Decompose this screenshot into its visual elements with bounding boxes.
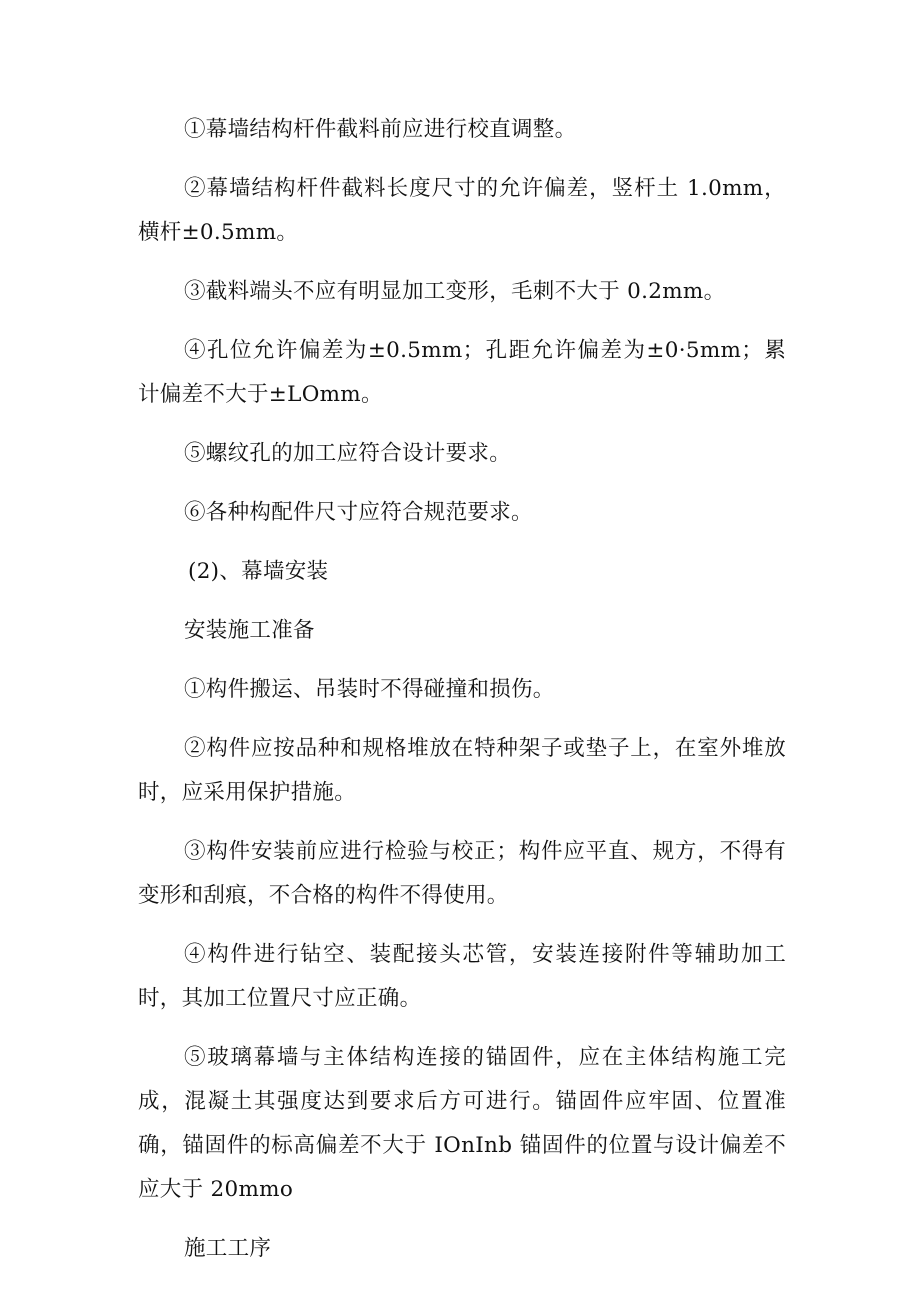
paragraph-5: ⑤螺纹孔的加工应符合设计要求。 xyxy=(184,441,512,466)
paragraph-6: ⑥各种构配件尺寸应符合规范要求。 xyxy=(184,500,533,525)
paragraph-11: ⑤玻璃幕墙与主体结构连接的锚固件，应在主体结构施工完成，混凝土其强度达到要求后方可进行。锚固件应牢固、位置准确，锚固件的标高偏差不大于 IOnInb 锚固件的位置与设计偏差不应大于 20mmo xyxy=(138,1045,786,1202)
paragraph-7: ①构件搬运、吊装时不得碰撞和损伤。 xyxy=(184,677,555,702)
paragraph-10: ④构件进行钻空、装配接头芯管，安装连接附件等辅助加工时，其加工位置尺寸应正确。 xyxy=(138,942,786,1011)
paragraph-4: ④孔位允许偏差为±0.5mm；孔距允许偏差为±0·5mm；累计偏差不大于±LOmm。 xyxy=(138,338,786,407)
paragraph-3: ③截料端头不应有明显加工变形，毛刺不大于 0.2mm。 xyxy=(184,279,726,304)
paragraph-2: ②幕墙结构杆件截料长度尺寸的允许偏差，竖杆土 1.0mm，横杆±0.5mm。 xyxy=(138,176,786,245)
section-heading: (2)、幕墙安装 xyxy=(188,559,329,584)
subsection-heading-process: 施工工序 xyxy=(184,1236,272,1261)
paragraph-8: ②构件应按品种和规格堆放在特种架子或垫子上，在室外堆放时，应采用保护措施。 xyxy=(138,736,786,805)
paragraph-9: ③构件安装前应进行检验与校正；构件应平直、规方，不得有变形和刮痕，不合格的构件不得使用。 xyxy=(138,839,786,908)
document-body xyxy=(138,108,786,1286)
subsection-heading-preparation: 安装施工准备 xyxy=(184,618,315,643)
paragraph-1: ①幕墙结构杆件截料前应进行校直调整。 xyxy=(184,117,577,142)
